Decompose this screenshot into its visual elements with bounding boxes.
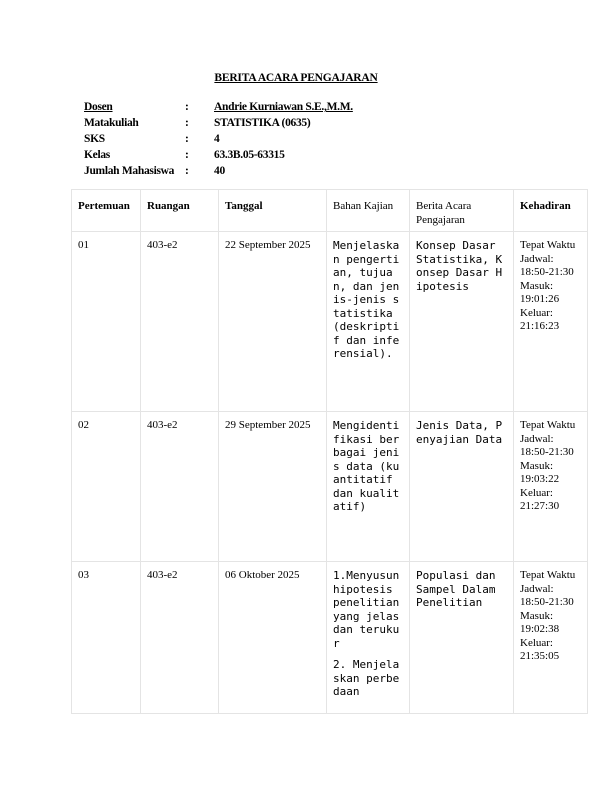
pertemuan-cell: 01 (72, 232, 141, 412)
matakuliah-value: STATISTIKA (0635) (214, 117, 311, 129)
kehadiran-cell (514, 412, 588, 562)
attendance-checkin: Masuk: 19:01:26 (520, 279, 560, 305)
bahan-kajian-text: 2. Menjelaskan perbedaan (333, 658, 400, 698)
table-row (72, 232, 588, 412)
teaching-log-table (71, 189, 588, 714)
bahan-kajian-text: Menjelaskan pengertian, tujuan, dan jenis-jenis statistika (deskriptif dan inferensial). (333, 239, 400, 360)
attendance-checkin: Masuk: 19:02:38 (520, 609, 560, 635)
attendance-status: Tepat Waktu (520, 419, 576, 431)
berita-acara-cell: Populasi dan Sampel Dalam Penelitian (410, 562, 514, 714)
tanggal-cell: 22 September 2025 (219, 232, 327, 412)
table-row (72, 562, 588, 714)
dosen-label: Dosen (84, 101, 113, 113)
info-row-kelas (84, 147, 353, 163)
colon: : (185, 165, 189, 177)
pertemuan-cell: 03 (72, 562, 141, 714)
matakuliah-label: Matakuliah (84, 117, 139, 129)
jumlah-mahasiswa-value: 40 (214, 165, 225, 177)
header-kehadiran: Kehadiran (514, 190, 588, 232)
bahan-kajian-cell (327, 412, 410, 562)
bahan-kajian-cell (327, 562, 410, 714)
tanggal-cell: 29 September 2025 (219, 412, 327, 562)
attendance-schedule: Jadwal: 18:50-21:30 (520, 252, 574, 278)
info-row-matakuliah (84, 115, 353, 131)
info-row-jumlah (84, 163, 353, 179)
info-block (84, 99, 353, 179)
info-row-sks (84, 131, 353, 147)
colon: : (185, 101, 189, 113)
attendance-checkout: Keluar: 21:16:23 (520, 306, 560, 332)
header-berita-acara: Berita Acara Pengajaran (410, 190, 514, 232)
sks-label: SKS (84, 133, 105, 145)
kehadiran-cell (514, 562, 588, 714)
colon: : (185, 133, 189, 145)
bahan-kajian-text: Mengidentifikasi berbagai jenis data (kuantitatif dan kualitatif) (333, 419, 400, 513)
colon: : (185, 117, 189, 129)
ruangan-cell: 403-e2 (141, 232, 219, 412)
ruangan-cell: 403-e2 (141, 562, 219, 714)
jumlah-mahasiswa-label: Jumlah Mahasiswa (84, 165, 175, 177)
sks-value: 4 (214, 133, 220, 145)
table-row (72, 412, 588, 562)
tanggal-cell: 06 Oktober 2025 (219, 562, 327, 714)
info-row-dosen (84, 99, 353, 115)
document-title: BERITA ACARA PENGAJARAN (214, 72, 378, 84)
table-header-row (72, 190, 588, 232)
ruangan-cell: 403-e2 (141, 412, 219, 562)
header-bahan-kajian: Bahan Kajian (327, 190, 410, 232)
attendance-checkout: Keluar: 21:35:05 (520, 636, 560, 662)
berita-acara-cell: Konsep Dasar Statistika, Konsep Dasar Hipotesis (410, 232, 514, 412)
attendance-schedule: Jadwal: 18:50-21:30 (520, 432, 574, 458)
kelas-value: 63.3B.05-63315 (214, 149, 285, 161)
bahan-kajian-text: 1.Menyusun hipotesis penelitian yang jelas dan terukur (333, 569, 400, 650)
header-tanggal: Tanggal (219, 190, 327, 232)
attendance-status: Tepat Waktu (520, 569, 576, 581)
berita-acara-cell: Jenis Data, Penyajian Data (410, 412, 514, 562)
pertemuan-cell: 02 (72, 412, 141, 562)
dosen-value: Andrie Kurniawan S.E.,M.M. (214, 101, 353, 113)
kelas-label: Kelas (84, 149, 110, 161)
attendance-schedule: Jadwal: 18:50-21:30 (520, 582, 574, 608)
colon: : (185, 149, 189, 161)
kehadiran-cell (514, 232, 588, 412)
attendance-checkout: Keluar: 21:27:30 (520, 486, 560, 512)
bahan-kajian-cell (327, 232, 410, 412)
attendance-status: Tepat Waktu (520, 239, 576, 251)
header-pertemuan: Pertemuan (72, 190, 141, 232)
attendance-checkin: Masuk: 19:03:22 (520, 459, 560, 485)
header-ruangan: Ruangan (141, 190, 219, 232)
